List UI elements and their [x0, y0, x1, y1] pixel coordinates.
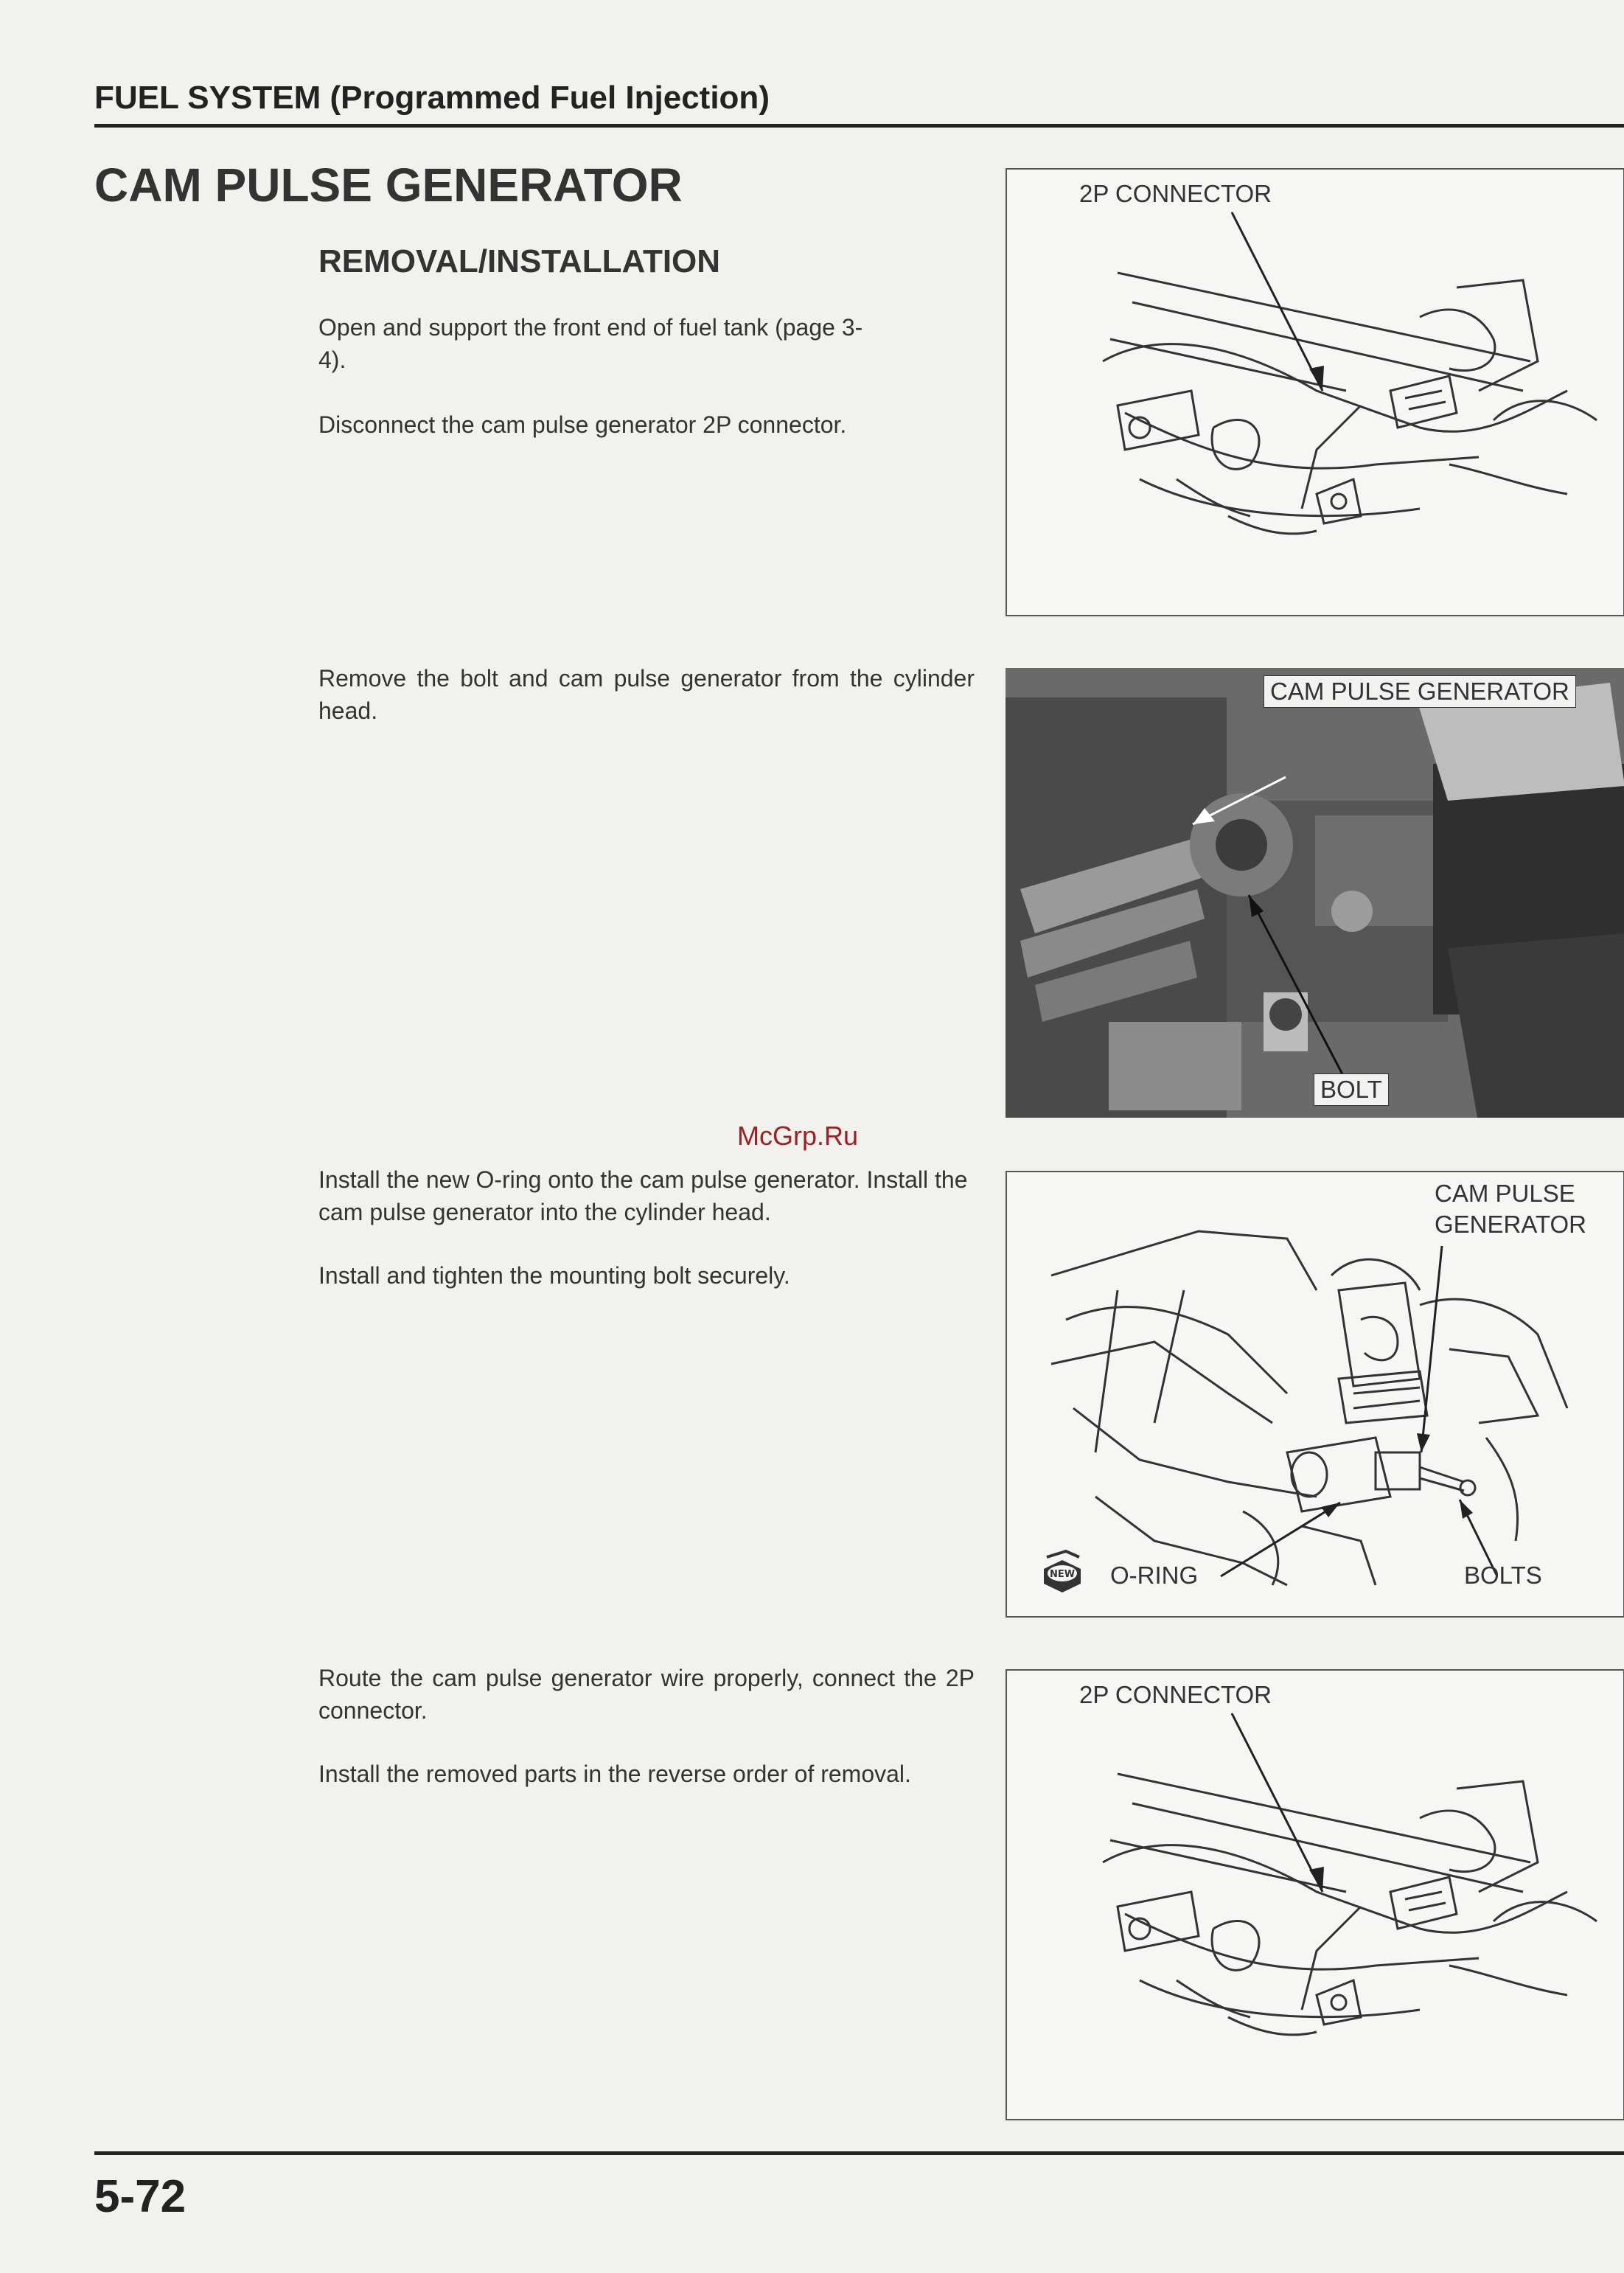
engine-line-drawing [1007, 170, 1624, 616]
engine-line-drawing-2 [1007, 1671, 1624, 2120]
figure-2p-connector-top [1006, 168, 1624, 616]
engine-photo-rendering [1006, 668, 1624, 1118]
step3-paragraph-2: Install and tighten the mounting bolt securely. [318, 1262, 790, 1289]
step2-paragraph-1: Remove the bolt and cam pulse generator from the cylinder head. [318, 665, 975, 724]
page-title: CAM PULSE GENERATOR [94, 159, 683, 212]
watermark: McGrp.Ru [737, 1121, 859, 1151]
step4-paragraph-2: Install the removed parts in the reverse order of removal. [318, 1761, 911, 1787]
step1-paragraph-2: Disconnect the cam pulse generator 2P connector. [318, 411, 847, 438]
section-subtitle: REMOVAL/INSTALLATION [318, 243, 721, 279]
fig1-label-2p-connector: 2P CONNECTOR [1079, 180, 1272, 207]
figure-installation [1006, 1171, 1624, 1618]
step4-paragraph-1: Route the cam pulse generator wire properly, connect the 2P connector. [318, 1665, 975, 1724]
figure-2p-connector-bottom [1006, 1669, 1624, 2120]
fig3-label-cam-pulse-line2: GENERATOR [1435, 1211, 1586, 1238]
fig2-label-cam-pulse-generator: CAM PULSE GENERATOR [1264, 675, 1576, 708]
header-rule [94, 124, 1624, 128]
new-icon-text: NEW [1049, 1569, 1076, 1580]
step3-paragraph-1: Install the new O-ring onto the cam pulse generator. Install the cam pulse generator into the cylinder head. [318, 1166, 968, 1225]
footer-rule [94, 2151, 1624, 2155]
fig2-label-bolt: BOLT [1314, 1073, 1389, 1106]
fig4-label-2p-connector: 2P CONNECTOR [1079, 1681, 1272, 1708]
step1-paragraph-1: Open and support the front end of fuel tank (page 3-4). [318, 314, 863, 373]
section-header: FUEL SYSTEM (Programmed Fuel Injection) [94, 80, 770, 116]
new-part-icon [1036, 1547, 1088, 1598]
fig3-label-cam-pulse-line1: CAM PULSE [1435, 1180, 1575, 1207]
fig3-label-o-ring: O-RING [1110, 1562, 1199, 1589]
page-number: 5-72 [94, 2171, 187, 2222]
figure-photo-cam-pulse-generator [1006, 668, 1624, 1118]
fig3-label-bolts: BOLTS [1464, 1562, 1542, 1589]
